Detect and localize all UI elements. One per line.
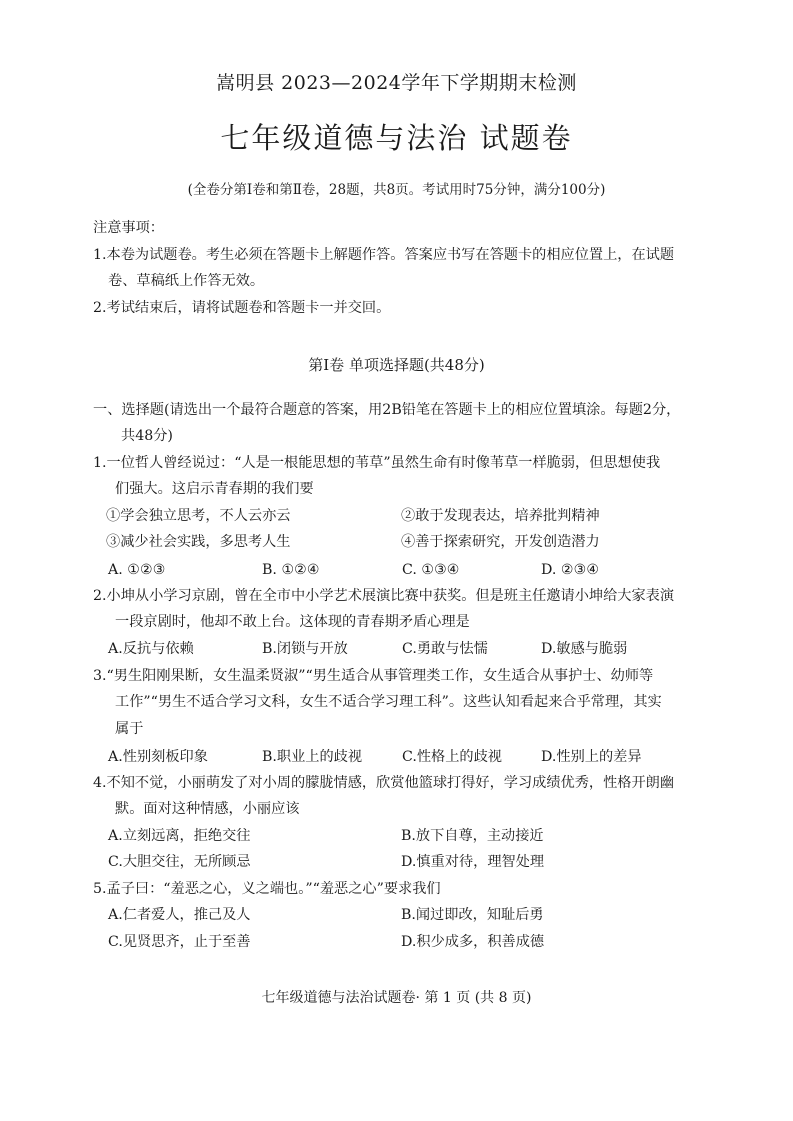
q1-statement-1: ①学会独立思考，不人云亦云: [106, 508, 291, 524]
q2-option-c: C.勇敢与怯懦: [402, 641, 488, 657]
q4-option-c: C.大胆交往，无所顾忌: [108, 854, 251, 870]
notice-item2: 2.考试结束后，请将试题卷和答题卡一并交回。: [93, 300, 391, 316]
q5-option-b: B.闻过即改，知耻后勇: [401, 907, 544, 923]
q2-option-a: A.反抗与依赖: [108, 641, 194, 657]
q4-option-a: A.立刻远离，拒绝交往: [108, 828, 251, 844]
section-title: 第Ⅰ卷 单项选择题(共48分): [308, 356, 485, 374]
q5-stem-line1: 5.孟子曰：“羞恶之心，义之端也。”“羞恶之心”要求我们: [93, 881, 441, 897]
q1-option-b: B. ①②④: [262, 562, 320, 578]
q1-option-c: C. ①③④: [402, 562, 460, 578]
q2-stem-line1: 2.小坤从小学习京剧，曾在全市中小学艺术展演比赛中获奖。但是班主任邀请小坤给大家表演: [93, 588, 675, 604]
q1-option-d: D. ②③④: [541, 562, 600, 578]
notice-heading: 注意事项：: [93, 220, 164, 236]
q3-option-a: A.性别刻板印象: [108, 749, 208, 765]
q1-statement-2: ②敢于发现表达，培养批判精神: [401, 508, 600, 524]
q2-option-b: B.闭锁与开放: [262, 641, 348, 657]
section-instructions-line1: 一、选择题(请选出一个最符合题意的答案，用2B铅笔在答题卡上的相应位置填涂。每题2分，: [93, 402, 681, 418]
notice-item1-line1: 1.本卷为试题卷。考生必须在答题卡上解题作答。答案应书写在答题卡的相应位置上，在试题: [93, 247, 675, 263]
q1-statement-4: ④善于探索研究，开发创造潜力: [401, 534, 600, 550]
q2-option-d: D.敏感与脆弱: [541, 641, 628, 657]
q3-stem-line2: 工作”“男生不适合学习文科，女生不适合学习理工科”。这些认知看起来合乎常理，其实: [115, 694, 662, 710]
q1-option-a: A. ①②③: [108, 562, 166, 578]
q1-stem-line2: 们强大。这启示青春期的我们要: [115, 481, 314, 497]
q4-option-b: B.放下自尊，主动接近: [401, 828, 544, 844]
q4-stem-line2: 默。面对这种情感，小丽应该: [115, 801, 300, 817]
q1-stem-line1: 1.一位哲人曾经说过：“人是一根能思想的苇草”虽然生命有时像苇草一样脆弱，但思想使我: [93, 455, 661, 471]
exam-subtitle: (全卷分第Ⅰ卷和第Ⅱ卷，28题，共8页。考试用时75分钟，满分100分): [187, 182, 606, 198]
q3-option-d: D.性别上的差异: [541, 749, 642, 765]
notice-item1-line2: 卷、草稿纸上作答无效。: [108, 273, 265, 289]
q5-option-d: D.积少成多，积善成德: [401, 934, 545, 950]
q5-option-a: A.仁者爱人，推己及人: [108, 907, 251, 923]
q2-stem-line2: 一段京剧时，他却不敢上台。这体现的青春期矛盾心理是: [115, 614, 470, 630]
q3-option-b: B.职业上的歧视: [262, 749, 363, 765]
exam-title-line1: 嵩明县 2023—2024学年下学期期末检测: [216, 72, 577, 94]
exam-title-line2: 七年级道德与法治 试题卷: [220, 121, 573, 155]
q4-stem-line1: 4.不知不觉，小丽萌发了对小周的朦胧情感，欣赏他篮球打得好，学习成绩优秀，性格开朗幽: [93, 775, 675, 791]
q3-stem-line1: 3.“男生阳刚果断，女生温柔贤淑”“男生适合从事管理类工作，女生适合从事护士、幼师等: [93, 668, 654, 684]
page-footer: 七年级道德与法治试题卷· 第 1 页 (共 8 页): [261, 990, 532, 1006]
section-instructions-line2: 共48分): [121, 428, 173, 444]
q1-statement-3: ③减少社会实践，多思考人生: [106, 534, 291, 550]
q3-stem-line3: 属于: [115, 721, 144, 737]
q4-option-d: D.慎重对待，理智处理: [401, 854, 545, 870]
q3-option-c: C.性格上的歧视: [402, 749, 502, 765]
q5-option-c: C.见贤思齐，止于至善: [108, 934, 251, 950]
